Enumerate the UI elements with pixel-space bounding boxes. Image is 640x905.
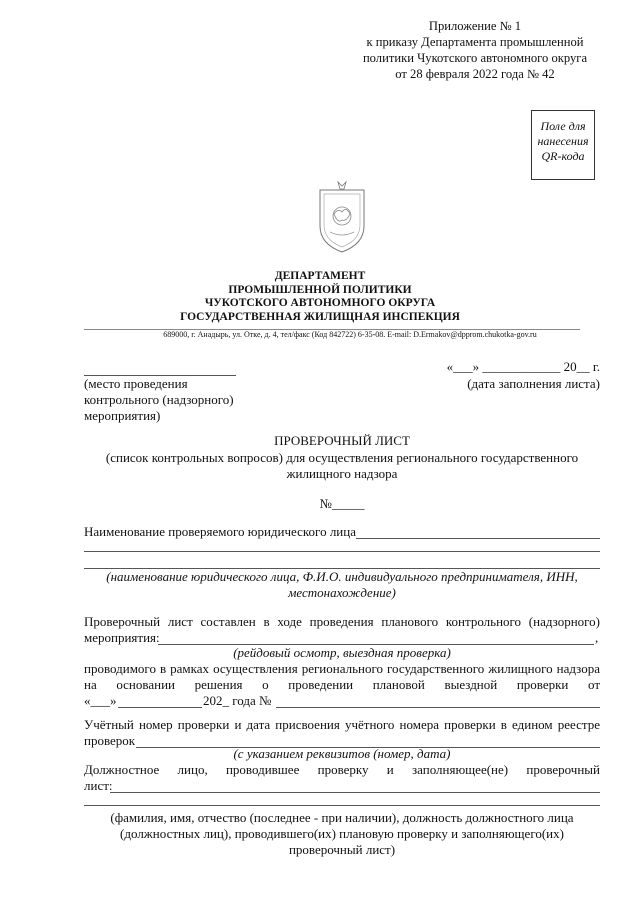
department-line: ДЕПАРТАМЕНТ [274,270,366,282]
decision-date-year[interactable]: 202_ года № [203,693,272,708]
document-subtitle: (список контрольных вопросов) для осуществления регионального государственного [105,450,579,465]
department-line: ГОСУДАРСТВЕННАЯ ЖИЛИЩНАЯ ИНСПЕКЦИЯ [180,310,460,323]
official-caption: (фамилия, имя, отчество (последнее - при наличии), должность должностного лица [110,810,574,825]
composed-text: на основании решения о проведении плановой выездной проверки от [84,677,600,692]
registry-label: проверок [84,733,136,748]
event-type-hint: (рейдовый осмотр, выездная проверка) [233,645,451,660]
entity-hint: местонахождение) [288,585,396,600]
department-address: 689000, г. Анадырь, ул. Отке, д. 4, тел/факс (Код 842722) 6-35-08. E-mail: D.Ermakov@dpprom.chukotka-gov.ru [163,330,537,339]
department-heading [160,270,480,324]
document-number-field[interactable]: №_____ [319,496,365,511]
decision-date-month-line[interactable] [118,707,202,708]
decision-number-line[interactable] [276,707,600,708]
date-caption: (дата заполнения листа) [467,376,600,391]
official-caption: проверочный лист) [288,842,396,857]
composed-comma: , [595,630,599,645]
appendix-line: политики Чукотского автономного округа [362,51,588,65]
appendix-line: Приложение № 1 [428,19,522,33]
decision-date-day[interactable]: «___» [84,693,117,708]
coat-of-arms-emblem-icon [308,180,376,258]
entity-label: Наименование проверяемого юридического лица [84,524,356,539]
composed-text: Проверочный лист составлен в ходе проведения планового контрольного (надзорного) [84,614,600,629]
appendix-header [340,18,610,82]
official-text: Должностное лицо, проводившее проверку и заполняющее(не) проверочный [84,762,600,777]
place-caption-line: (место проведения [84,376,188,391]
place-caption-line: контрольного (надзорного) [84,392,234,407]
registry-hint: (с указанием реквизитов (номер, дата) [233,746,451,761]
registry-text: Учётный номер проверки и дата присвоения учётного номера проверки в едином реестре [84,717,600,732]
official-label: лист: [84,778,113,793]
qr-label: нанесения [537,134,589,148]
department-line: ЧУКОТСКОГО АВТОНОМНОГО ОКРУГА [204,297,436,309]
qr-label: Поле для [540,119,586,133]
place-caption [84,376,304,424]
official-fill-line[interactable] [110,792,600,793]
document-title: ПРОВЕРОЧНЫЙ ЛИСТ [274,433,410,448]
composed-label: мероприятия: [84,630,160,645]
official-caption: (должностных лиц), проводившего(их) плановую проверку и заполняющего(их) [120,826,564,841]
entity-fill-line[interactable] [356,538,600,539]
place-caption-line: мероприятия) [84,408,161,423]
appendix-line: к приказу Департамента промышленной [366,35,584,49]
qr-label: QR-кода [541,149,585,163]
document-subtitle: жилищного надзора [286,466,398,481]
qr-code-placeholder [531,110,595,180]
entity-hint: (наименование юридического лица, Ф.И.О. индивидуального предпринимателя, ИНН, [106,569,578,584]
entity-fill-line[interactable] [84,551,600,552]
official-fill-line[interactable] [84,805,600,806]
composed-text: проводимого в рамках осуществления регионального государственного жилищного надзора [84,661,600,676]
department-line: ПРОМЫШЛЕННОЙ ПОЛИТИКИ [228,283,412,296]
date-fill-field[interactable]: «___» ____________ 20__ г. [446,359,600,374]
appendix-line: от 28 февраля 2022 года № 42 [395,67,555,81]
